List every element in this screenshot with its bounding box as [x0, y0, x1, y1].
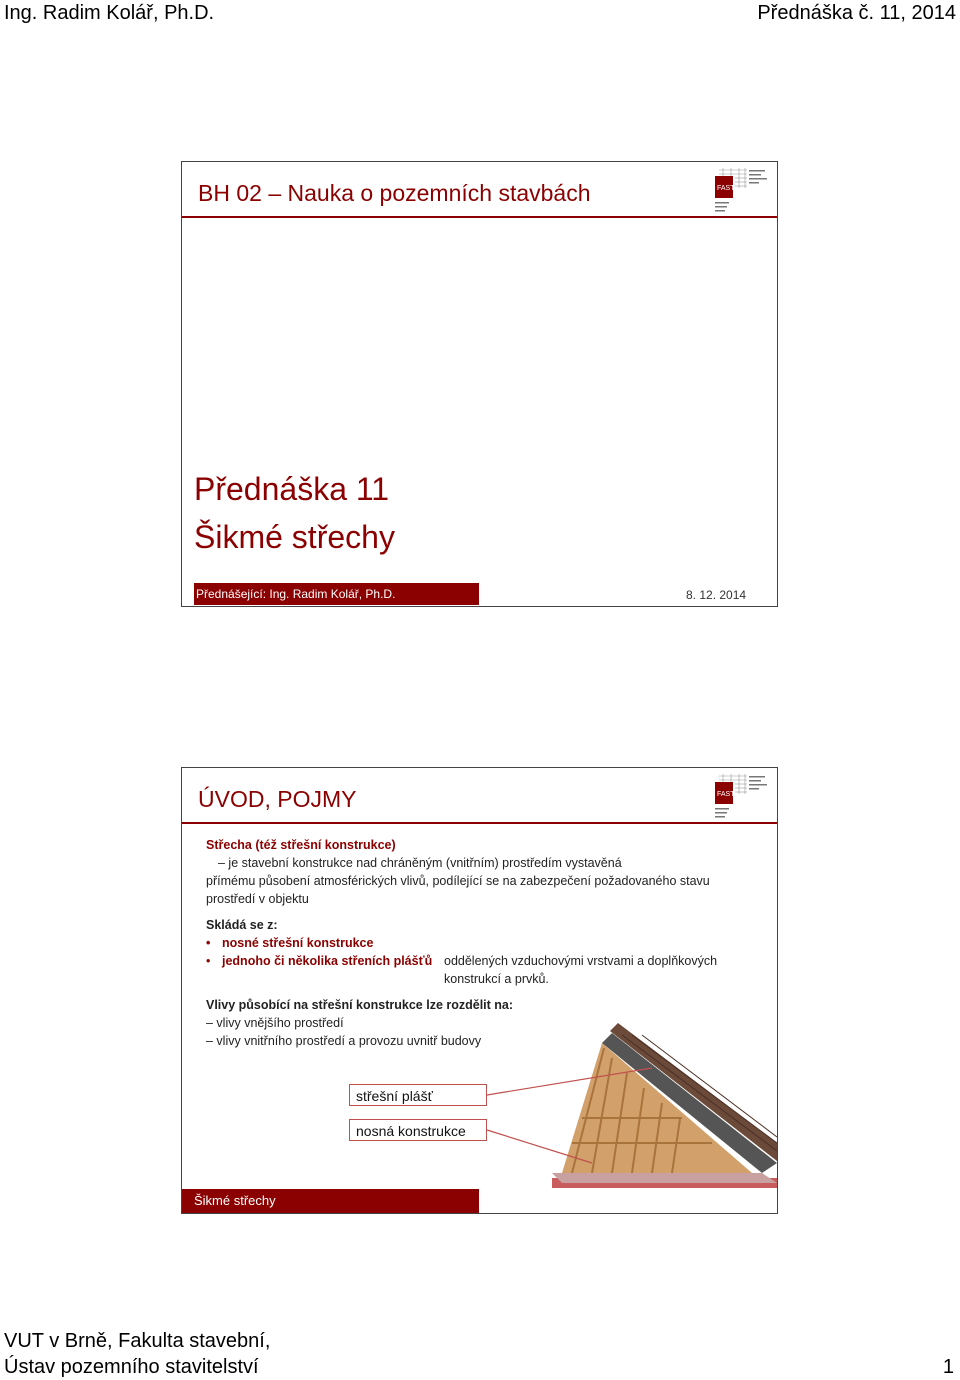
influence-item: – vlivy vnějšího prostředí — [206, 1016, 344, 1030]
roof-structure-illustration — [552, 1023, 777, 1188]
slide-footer-bar: Šikmé střechy — [182, 1189, 479, 1213]
influences-heading: Vlivy působící na střešní konstrukce lze rozdělit na: — [206, 998, 514, 1012]
title-divider — [182, 216, 777, 218]
slide-content — [206, 836, 766, 1050]
load-bearing-structure-label: nosná konstrukce — [349, 1119, 487, 1141]
course-title: BH 02 – Nauka o pozemních stavbách — [198, 180, 591, 206]
title-slide — [181, 161, 778, 607]
fast-logo-icon — [715, 774, 771, 820]
page-footer-faculty: VUT v Brně, Fakulta stavební, — [4, 1330, 271, 1352]
page-number: 1 — [942, 1356, 954, 1378]
definition-line: prostředí v objektu — [206, 892, 309, 906]
page-footer-department: Ústav pozemního stavitelství — [4, 1356, 259, 1378]
lecturer-bar: Přednášející: Ing. Radim Kolář, Ph.D. — [194, 583, 479, 605]
slide-title: ÚVOD, POJMY — [198, 786, 357, 812]
list-item: • nosné střešní konstrukce — [206, 934, 766, 952]
svg-text:FAST: FAST — [717, 791, 735, 798]
lecture-date: 8. 12. 2014 — [686, 588, 747, 602]
definition-line: přímému působení atmosférických vlivů, podílející se na zabezpečení požadovaného stavu — [206, 874, 710, 888]
fast-logo-icon — [715, 168, 771, 214]
title-divider — [182, 822, 777, 824]
roof-shell-label: střešní plášť — [349, 1084, 487, 1106]
definition-line: – je stavební konstrukce nad chráněným (vnitřním) prostředím vystavěná — [218, 856, 622, 870]
svg-text:FAST: FAST — [717, 185, 735, 192]
influence-item: – vlivy vnitřního prostředí a provozu uvnitř budovy — [206, 1034, 482, 1048]
page-header-author: Ing. Radim Kolář, Ph.D. — [4, 2, 215, 24]
lecture-heading — [194, 465, 395, 561]
composition-heading: Skládá se z: — [206, 918, 278, 932]
lecture-topic: Šikmé střechy — [194, 519, 395, 555]
page-header-lecture: Přednáška č. 11, 2014 — [757, 2, 956, 24]
list-item-detail: oddělených vzduchovými vrstvami a doplňkových konstrukcí a prvků. — [444, 954, 718, 986]
list-item — [206, 952, 766, 988]
term-heading: Střecha (též střešní konstrukce) — [206, 838, 396, 852]
list-item-key: • jednoho či několika střeních plášťů — [222, 954, 433, 968]
intro-slide — [181, 767, 778, 1214]
lecture-number: Přednáška 11 — [194, 471, 390, 507]
